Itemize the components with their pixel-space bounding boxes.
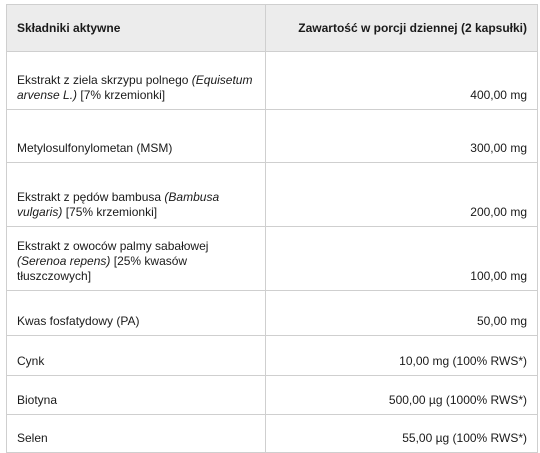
column-header-daily-amount: Zawartość w porcji dziennej (2 kapsułki) (266, 5, 538, 52)
amount-cell: 10,00 mg (100% RWS*) (266, 336, 538, 376)
amount-cell: 300,00 mg (266, 110, 538, 163)
ingredient-latin-name: (Bambusa vulgaris) (17, 190, 220, 219)
amount-cell: 55,00 µg (100% RWS*) (266, 415, 538, 453)
ingredient-note: [25% kwasów tłuszczowych] (17, 254, 188, 283)
amount-cell: 50,00 mg (266, 291, 538, 336)
table-row (7, 163, 538, 227)
ingredient-cell (7, 415, 266, 453)
ingredient-cell (7, 52, 266, 110)
table-header-row (7, 5, 538, 52)
amount-cell: 100,00 mg (266, 227, 538, 291)
ingredients-table (6, 4, 538, 453)
ingredient-name: Cynk (17, 354, 45, 368)
ingredient-name: Metylosulfonylometan (MSM) (17, 141, 173, 155)
ingredient-latin-name: (Equisetum arvense L.) (17, 73, 253, 102)
table-row (7, 336, 538, 376)
ingredient-name: Biotyna (17, 393, 58, 407)
column-header-ingredients: Składniki aktywne (7, 5, 266, 52)
table-row (7, 110, 538, 163)
ingredient-latin-name: (Serenoa repens) (17, 254, 111, 268)
ingredient-cell (7, 227, 266, 291)
ingredient-cell (7, 336, 266, 376)
table-row (7, 52, 538, 110)
ingredients-table-container (6, 4, 538, 453)
ingredient-note: [7% krzemionki] (80, 88, 166, 102)
table-row (7, 415, 538, 453)
ingredient-name: Ekstrakt z owoców palmy sabałowej (17, 239, 209, 253)
ingredient-name: Kwas fosfatydowy (PA) (17, 314, 140, 328)
ingredient-name: Ekstrakt z pędów bambusa (17, 190, 162, 204)
table-row (7, 376, 538, 415)
amount-cell: 200,00 mg (266, 163, 538, 227)
table-row (7, 227, 538, 291)
ingredient-cell (7, 110, 266, 163)
ingredient-name: Ekstrakt z ziela skrzypu polnego (17, 73, 189, 87)
ingredient-cell (7, 376, 266, 415)
ingredient-cell (7, 291, 266, 336)
ingredient-cell (7, 163, 266, 227)
ingredient-note: [75% krzemionki] (65, 205, 158, 219)
amount-cell: 400,00 mg (266, 52, 538, 110)
table-row (7, 291, 538, 336)
ingredient-name: Selen (17, 431, 48, 445)
amount-cell: 500,00 µg (1000% RWS*) (266, 376, 538, 415)
